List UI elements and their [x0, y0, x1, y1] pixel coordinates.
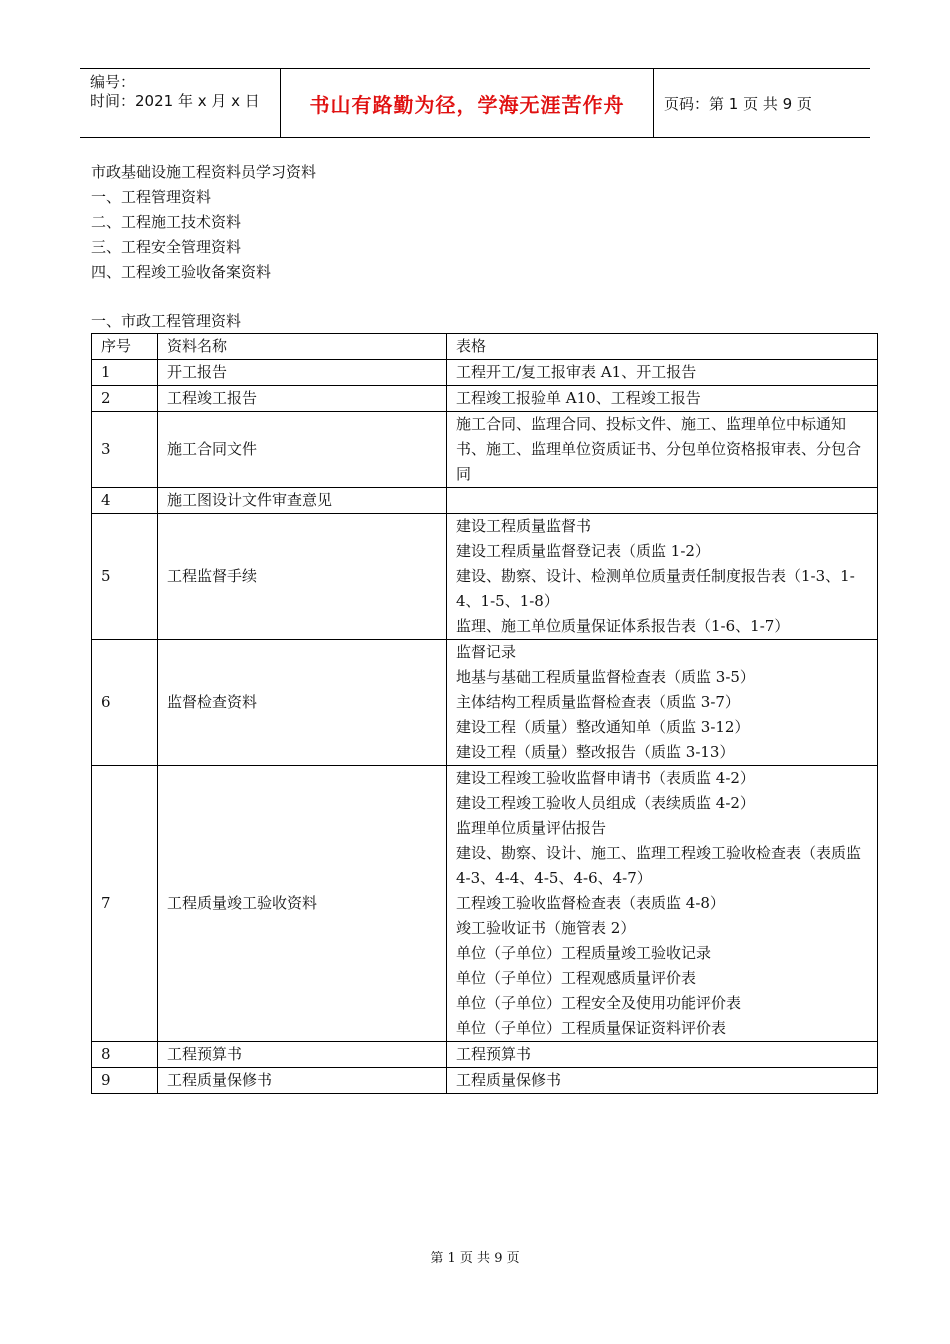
form-item: 建设工程竣工验收人员组成（表续质监 4-2）: [456, 794, 755, 812]
row-name: 监督检查资料: [158, 640, 447, 766]
section-title: 一、市政工程管理资料: [91, 312, 242, 330]
materials-table: [91, 333, 878, 1094]
row-name: 工程监督手续: [158, 514, 447, 640]
row-name: 工程质量竣工验收资料: [158, 766, 447, 1042]
row-name: 开工报告: [158, 360, 447, 386]
form-item: 工程质量保修书: [456, 1071, 562, 1089]
row-forms: [447, 640, 878, 766]
row-forms: [447, 412, 878, 488]
form-item: 监理单位质量评估报告: [456, 819, 607, 837]
row-no: 1: [92, 360, 158, 386]
number-label: 编号：: [90, 73, 136, 91]
intro-item: 三、工程安全管理资料: [91, 238, 242, 256]
form-item: 工程开工/复工报审表 A1、开工报告: [456, 363, 697, 381]
page-header: [80, 68, 870, 138]
row-no: 8: [92, 1042, 158, 1068]
intro-item: 四、工程竣工验收备案资料: [91, 263, 272, 281]
intro-section: [91, 160, 316, 285]
time-label: 时间：2021 年 x 月 x 日: [90, 92, 260, 110]
form-item: 竣工验收证书（施管表 2）: [456, 919, 636, 937]
row-name: 施工图设计文件审查意见: [158, 488, 447, 514]
table-row: [92, 514, 878, 640]
intro-title: 市政基础设施工程资料员学习资料: [91, 163, 317, 181]
header-page-number: 页码：第 1 页 共 9 页: [664, 94, 812, 113]
row-forms: [447, 386, 878, 412]
row-no: 7: [92, 766, 158, 1042]
table-row: [92, 1068, 878, 1094]
table-row: [92, 488, 878, 514]
table-row: [92, 1042, 878, 1068]
row-forms: [447, 360, 878, 386]
table-header-row: [92, 334, 878, 360]
table-row: [92, 360, 878, 386]
form-item: 单位（子单位）工程质量保证资料评价表: [456, 1019, 727, 1037]
form-item: 主体结构工程质量监督检查表（质监 3-7）: [456, 693, 740, 711]
form-item: 施工合同、监理合同、投标文件、施工、监理单位中标通知书、施工、监理单位资质证书、分包单位资格报审表、分包合同: [456, 415, 862, 483]
row-forms: [447, 766, 878, 1042]
form-item: 单位（子单位）工程观感质量评价表: [456, 969, 697, 987]
row-no: 2: [92, 386, 158, 412]
intro-item: 二、工程施工技术资料: [91, 213, 242, 231]
row-forms: [447, 514, 878, 640]
form-item: 建设工程竣工验收监督申请书（表质监 4-2）: [456, 769, 755, 787]
column-header-no: 序号: [92, 334, 158, 360]
row-name: 施工合同文件: [158, 412, 447, 488]
row-no: 5: [92, 514, 158, 640]
form-item: 建设工程（质量）整改报告（质监 3-13）: [456, 743, 735, 761]
header-motto: 书山有路勤为径，学海无涯苦作舟: [281, 69, 654, 137]
form-item: 建设工程（质量）整改通知单（质监 3-12）: [456, 718, 750, 736]
table-row: [92, 766, 878, 1042]
form-item: 建设工程质量监督登记表（质监 1-2）: [456, 542, 710, 560]
intro-item: 一、工程管理资料: [91, 188, 212, 206]
form-item: 工程竣工报验单 A10、工程竣工报告: [456, 389, 701, 407]
table-row: [92, 640, 878, 766]
form-item: 工程竣工验收监督检查表（表质监 4-8）: [456, 894, 725, 912]
form-item: 单位（子单位）工程质量竣工验收记录: [456, 944, 712, 962]
row-name: 工程质量保修书: [158, 1068, 447, 1094]
table-row: [92, 386, 878, 412]
form-item: 建设、勘察、设计、检测单位质量责任制度报告表（1-3、1-4、1-5、1-8）: [456, 567, 855, 610]
form-item: 监理、施工单位质量保证体系报告表（1-6、1-7）: [456, 617, 790, 635]
row-no: 4: [92, 488, 158, 514]
header-meta: [80, 69, 281, 137]
row-name: 工程预算书: [158, 1042, 447, 1068]
row-no: 6: [92, 640, 158, 766]
form-item: 建设工程质量监督书: [456, 517, 592, 535]
table-row: [92, 412, 878, 488]
row-forms: [447, 488, 878, 514]
form-item: 地基与基础工程质量监督检查表（质监 3-5）: [456, 668, 755, 686]
row-name: 工程竣工报告: [158, 386, 447, 412]
column-header-name: 资料名称: [158, 334, 447, 360]
form-item: 单位（子单位）工程安全及使用功能评价表: [456, 994, 742, 1012]
form-item: 建设、勘察、设计、施工、监理工程竣工验收检查表（表质监 4-3、4-4、4-5、4-6、4-7）: [456, 844, 862, 887]
column-header-forms: 表格: [447, 334, 878, 360]
page-footer: 第 1 页 共 9 页: [430, 1251, 520, 1266]
row-no: 9: [92, 1068, 158, 1094]
form-item: 监督记录: [456, 643, 517, 661]
form-item: 工程预算书: [456, 1045, 532, 1063]
row-no: 3: [92, 412, 158, 488]
row-forms: [447, 1068, 878, 1094]
row-forms: [447, 1042, 878, 1068]
